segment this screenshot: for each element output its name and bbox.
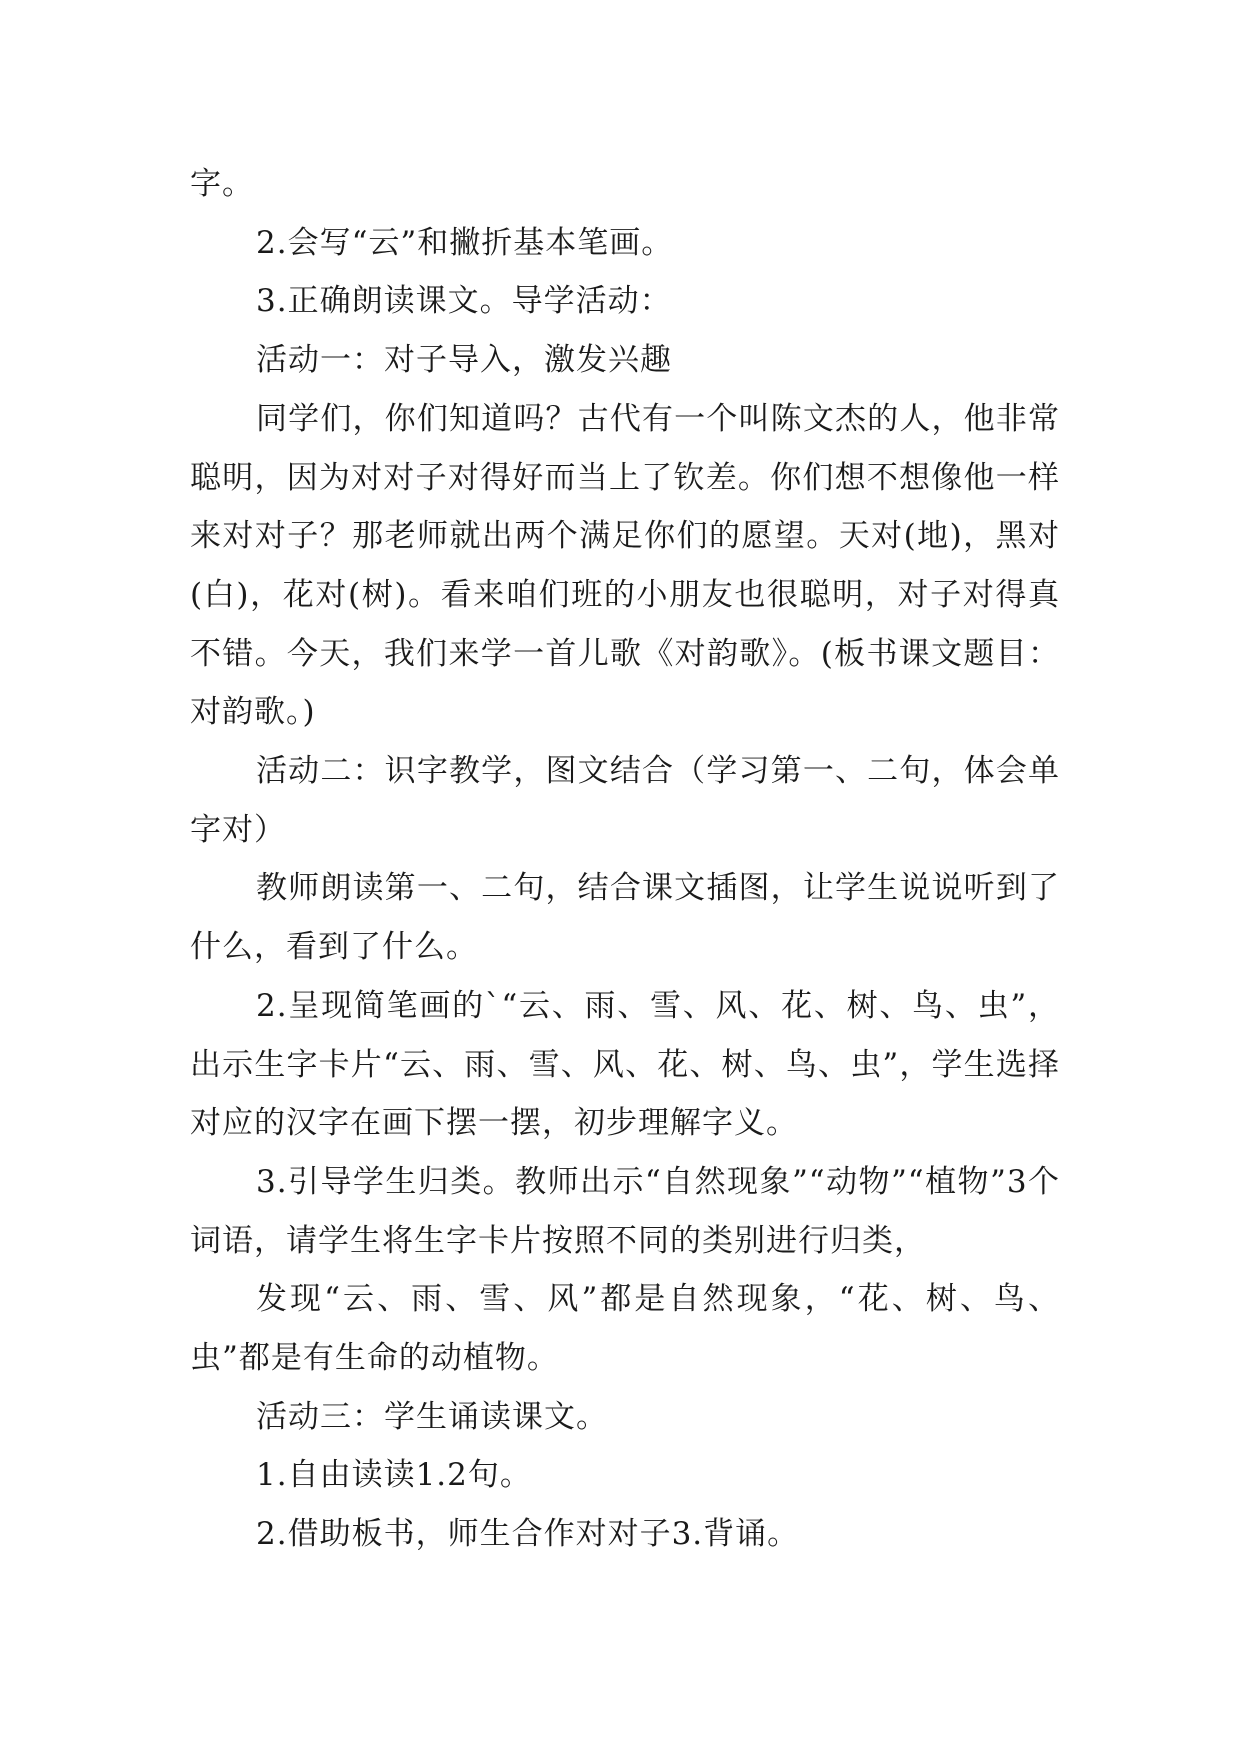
paragraph: 教师朗读第一、二句，结合课文插图，让学生说说听到了什么，看到了什么。 [190, 870, 1060, 966]
paragraph: 2.会写“云”和撇折基本笔画。 [256, 224, 674, 261]
paragraph: 发现“云、雨、雪、风”都是自然现象，“花、树、鸟、虫”都是有生命的动植物。 [190, 1281, 1060, 1377]
paragraph: 3.正确朗读课文。导学活动： [256, 283, 672, 320]
activity-heading: 活动一：对子导入，激发兴趣 [256, 342, 672, 379]
paragraph: 3.引导学生归类。教师出示“自然现象”“动物”“植物”3个词语，请学生将生字卡片按照不同的类别进行归类， [190, 1163, 1060, 1259]
activity-heading: 活动二：识字教学，图文结合（学习第一、二句，体会单字对） [190, 753, 1060, 848]
paragraph: 同学们，你们知道吗？古代有一个叫陈文杰的人，他非常聪明，因为对对子对得好而当上了钦差。你们想不想像他一样来对对子？那老师就出两个满足你们的愿望。天对(地)，黑对(白)，花对(树)。看来咱们班的小朋友也很聪明，对子对得真不错。今天，我们来学一首儿歌《对韵歌》。(板书课文题目：对韵歌。) [190, 400, 1060, 731]
paragraph: 2.呈现简笔画的`“云、雨、雪、风、花、树、鸟、虫”，出示生字卡片“云、雨、雪、风、花、树、鸟、虫”，学生选择对应的汉字在画下摆一摆，初步理解字义。 [190, 987, 1060, 1142]
activity-heading: 活动三：学生诵读课文。 [256, 1398, 608, 1435]
paragraph: 1.自由读读1.2句。 [256, 1457, 532, 1494]
document-body [190, 155, 1060, 1564]
paragraph: 字。 [190, 166, 254, 202]
paragraph: 2.借助板书，师生合作对对子3.背诵。 [256, 1516, 800, 1553]
